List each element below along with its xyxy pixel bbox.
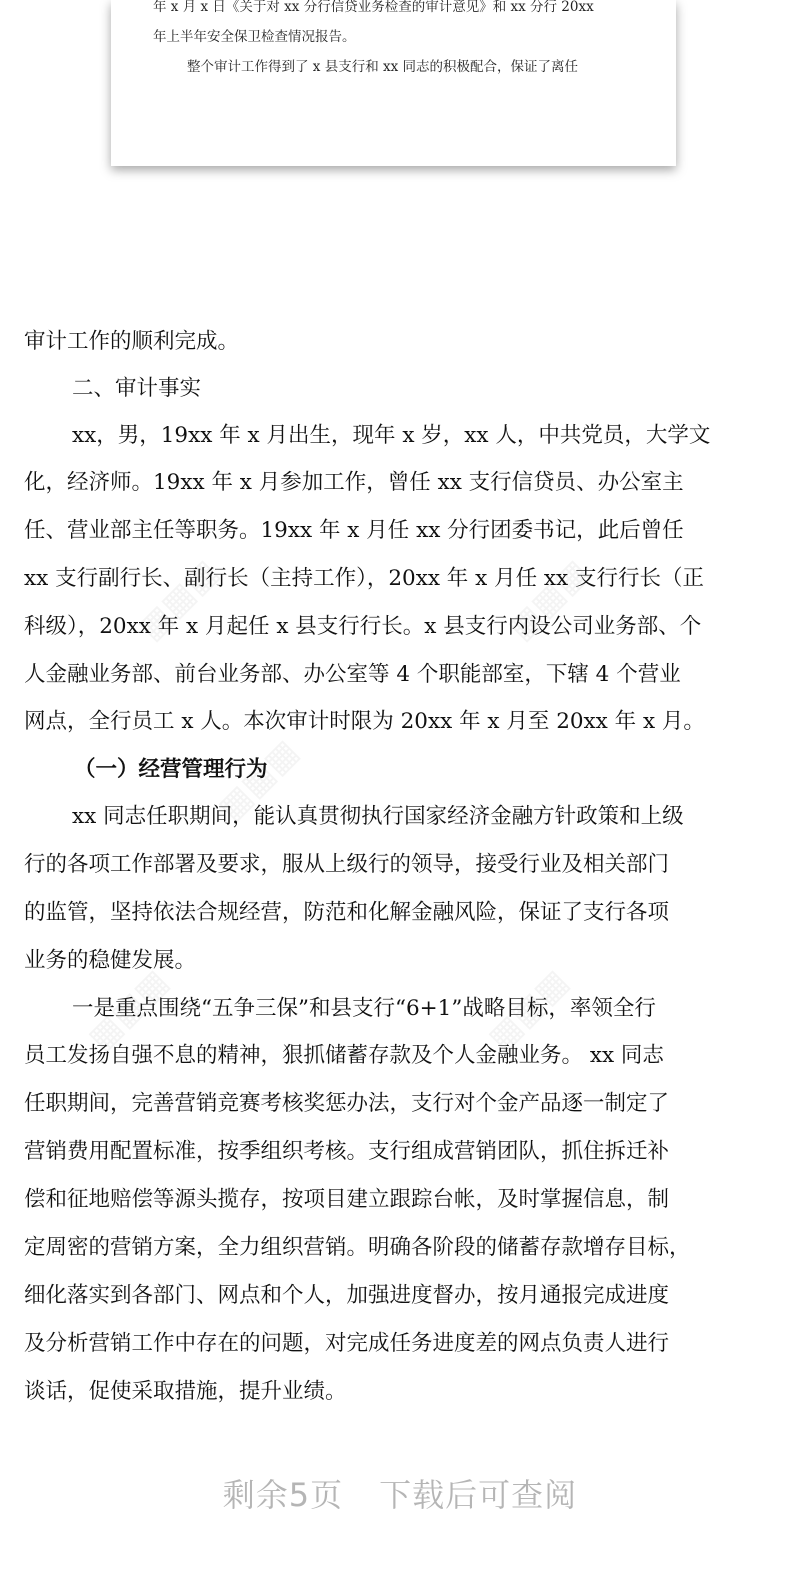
preview-line: 年 x 月 x 日《关于对 xx 分行信贷业务检查的审计意见》和 xx 分行 20xx (153, 0, 594, 15)
paragraph-line: 偿和征地赔偿等源头揽存，按项目建立跟踪台帐，及时掌握信息，制 (24, 1187, 670, 1212)
watermark-graphic: ▦▦▦ (479, 961, 577, 1059)
download-prompt[interactable] (0, 1470, 800, 1516)
watermark-graphic: ▦▦▦ (499, 551, 597, 649)
preview-line: 整个审计工作得到了 x 县支行和 xx 同志的积极配合，保证了离任 (187, 59, 579, 75)
download-to-view-label: 下载后可查阅 (379, 1476, 578, 1514)
paragraph-line: xx 同志任职期间，能认真贯彻执行国家经济金融方针政策和上级 (72, 804, 684, 829)
subsection-heading: （一）经营管理行为 (74, 757, 268, 782)
paragraph-line: 科级），20xx 年 x 月起任 x 县支行行长。x 县支行内设公司业务部、个 (24, 614, 702, 639)
paragraph-line: 业务的稳健发展。 (24, 948, 197, 973)
paragraph-line: 人金融业务部、前台业务部、办公室等 4 个职能部室，下辖 4 个营业 (24, 662, 681, 687)
paragraph-line: 网点，全行员工 x 人。本次审计时限为 20xx 年 x 月至 20xx 年 x 月。 (24, 709, 705, 734)
paragraph-line: 一是重点围绕“五争三保”和县支行“6+1”战略目标，率领全行 (72, 996, 656, 1021)
section-heading: 二、审计事实 (72, 376, 202, 401)
paragraph-line: 细化落实到各部门、网点和个人，加强进度督办，按月通报完成进度 (24, 1283, 670, 1308)
paragraph-line: xx 支行副行长、副行长（主持工作），20xx 年 x 月任 xx 支行行长（正 (24, 566, 704, 591)
watermark-graphic: ▦▦▦ (79, 961, 177, 1059)
paragraph-line: 员工发扬自强不息的精神，狠抓储蓄存款及个人金融业务。 xx 同志 (24, 1043, 664, 1068)
paragraph-line: 营销费用配置标准，按季组织考核。支行组成营销团队，抓住拆迁补 (24, 1139, 670, 1164)
paragraph-line: 的监管，坚持依法合规经营，防范和化解金融风险，保证了支行各项 (24, 900, 670, 925)
paragraph-line: xx，男，19xx 年 x 月出生，现年 x 岁，xx 人，中共党员，大学文 (72, 423, 711, 448)
preview-line: 年上半年安全保卫检查情况报告。 (153, 29, 356, 45)
remaining-pages-label: 剩余5页 (222, 1476, 344, 1514)
paragraph-line: 谈话，促使采取措施，提升业绩。 (24, 1379, 347, 1404)
paragraph-line: 定周密的营销方案，全力组织营销。明确各阶段的储蓄存款增存目标， (24, 1235, 691, 1260)
paragraph-line: 及分析营销工作中存在的问题，对完成任务进度差的网点负责人进行 (24, 1331, 670, 1356)
paragraph-line: 行的各项工作部署及要求，服从上级行的领导，接受行业及相关部门 (24, 852, 670, 877)
watermark-graphic: ▦▦▦ (129, 551, 227, 649)
paragraph-line: 化，经济师。19xx 年 x 月参加工作，曾任 xx 支行信贷员、办公室主 (24, 470, 684, 495)
previous-page-preview (111, 0, 676, 166)
watermark-graphic: ▦▦▦ (209, 731, 307, 829)
paragraph-line: 任、营业部主任等职务。19xx 年 x 月任 xx 分行团委书记，此后曾任 (24, 518, 684, 543)
paragraph-line: 任职期间，完善营销竞赛考核奖惩办法，支行对个金产品逐一制定了 (24, 1091, 670, 1116)
paragraph-line: 审计工作的顺利完成。 (24, 329, 240, 354)
